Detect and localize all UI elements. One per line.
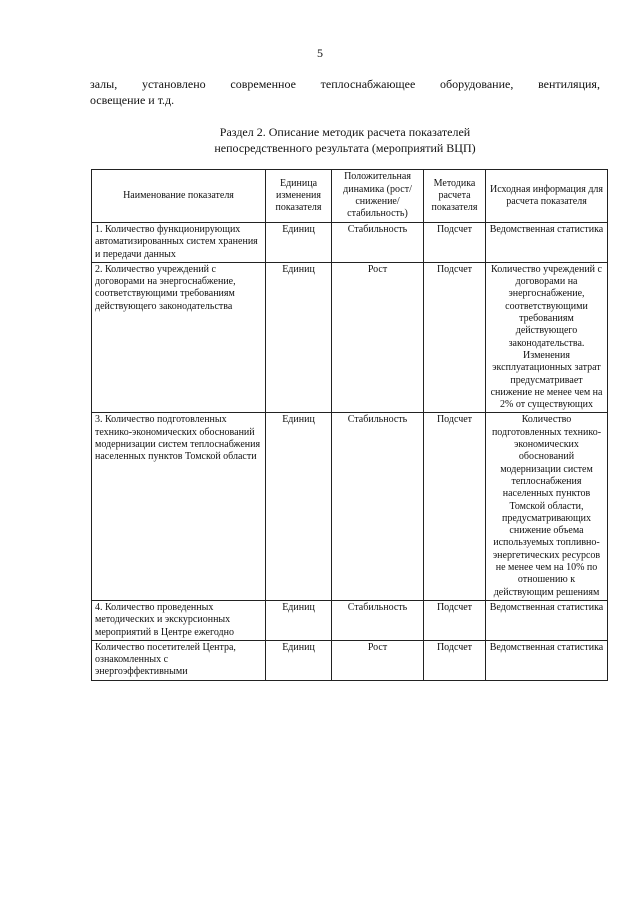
cell-source: Количество учреждений с договорами на энергоснабжение, соответствующими требованиям действующего законодательства. Изменения эксплуатационных затрат предусматривает снижение не менее чем на 2% от существующих xyxy=(486,262,608,413)
intro-paragraph xyxy=(90,76,600,108)
intro-word: установлено xyxy=(141,77,206,91)
page-number: 5 xyxy=(317,46,323,60)
cell-unit: Единиц xyxy=(266,262,332,413)
intro-line-2: освещение и т.д. xyxy=(90,93,175,107)
cell-dynamics: Стабильность xyxy=(332,413,424,600)
intro-word: залы, xyxy=(90,77,118,91)
cell-source: Количество подготовленных технико-экономических обоснований модернизации систем теплоснабжения населенных пунктов Томской области, предусматривающих снижение объема используемых топливно-энергетических ресурсов не менее чем на 10% по отношению к действующим решениям xyxy=(486,413,608,600)
intro-word: теплоснабжающее xyxy=(320,77,416,91)
cell-unit: Единиц xyxy=(266,600,332,640)
cell-name: 1. Количество функционирующих автоматизированных систем хранения и передачи данных xyxy=(92,223,266,263)
cell-method: Подсчет xyxy=(424,413,486,600)
cell-dynamics: Стабильность xyxy=(332,600,424,640)
intro-word: оборудование, xyxy=(440,77,514,91)
cell-unit: Единиц xyxy=(266,413,332,600)
table-row xyxy=(92,600,608,640)
cell-unit: Единиц xyxy=(266,223,332,263)
cell-source: Ведомственная статистика xyxy=(486,223,608,263)
header-method: Методика расчета показателя xyxy=(424,170,486,223)
cell-source: Ведомственная статистика xyxy=(486,640,608,680)
cell-method: Подсчет xyxy=(424,640,486,680)
cell-name: 2. Количество учреждений с договорами на энергоснабжение, соответствующими требованиям действующего законодательства xyxy=(92,262,266,413)
table-row xyxy=(92,640,608,680)
cell-name: 3. Количество подготовленных технико-экономических обоснований модернизации систем теплоснабжения населенных пунктов Томской области xyxy=(92,413,266,600)
table-header-row xyxy=(92,170,608,223)
table-row xyxy=(92,223,608,263)
intro-line-1 xyxy=(90,76,600,92)
header-source: Исходная информация для расчета показателя xyxy=(486,170,608,223)
cell-method: Подсчет xyxy=(424,600,486,640)
header-name: Наименование показателя xyxy=(92,170,266,223)
section-title-line-1: Раздел 2. Описание методик расчета показателей xyxy=(219,125,471,139)
cell-unit: Единиц xyxy=(266,640,332,680)
section-title xyxy=(90,124,600,156)
header-unit: Единица изменения показателя xyxy=(266,170,332,223)
cell-dynamics: Рост xyxy=(332,640,424,680)
cell-source: Ведомственная статистика xyxy=(486,600,608,640)
cell-name: Количество посетителей Центра, ознакомленных с энергоэффективными xyxy=(92,640,266,680)
intro-word: современное xyxy=(230,77,296,91)
cell-name: 4. Количество проведенных методических и экскурсионных мероприятий в Центре ежегодно xyxy=(92,600,266,640)
header-dynamics: Положительная динамика (рост/снижение/ стабильность) xyxy=(332,170,424,223)
cell-dynamics: Стабильность xyxy=(332,223,424,263)
intro-word: вентиляция, xyxy=(538,77,600,91)
cell-method: Подсчет xyxy=(424,223,486,263)
section-title-line-2: непосредственного результата (мероприятий ВЦП) xyxy=(214,141,476,155)
cell-dynamics: Рост xyxy=(332,262,424,413)
table-row xyxy=(92,413,608,600)
table-row xyxy=(92,262,608,413)
indicators-table xyxy=(91,169,608,681)
cell-method: Подсчет xyxy=(424,262,486,413)
